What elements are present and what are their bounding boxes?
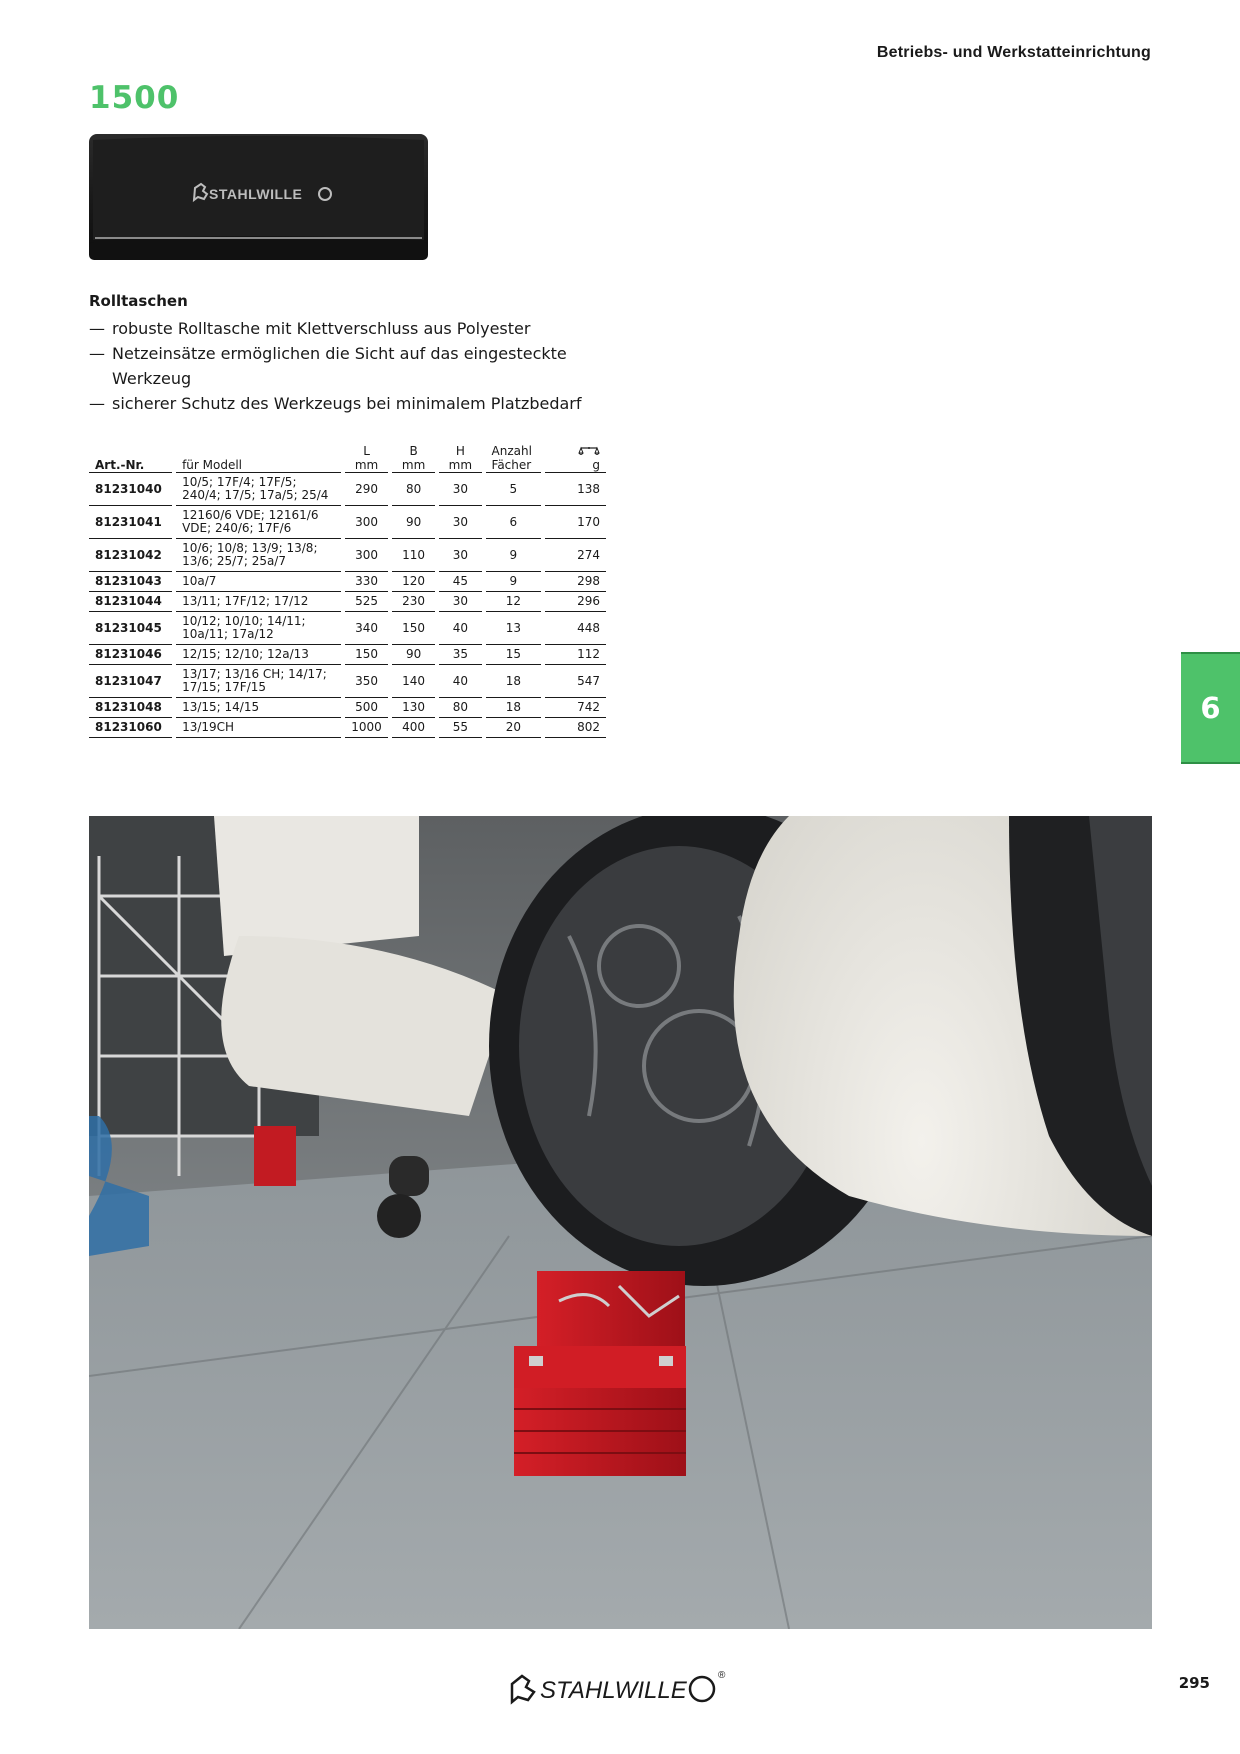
svg-text:STAHLWILLE: STAHLWILLE [209,186,303,202]
cell-height: 30 [439,539,482,572]
cell-length: 150 [345,645,389,665]
feature-item: — sicherer Schutz des Werkzeugs bei minimalem Platzbedarf [89,391,609,416]
cell-art-nr: 81231041 [89,506,172,539]
feature-list [89,316,609,416]
cell-weight: 547 [545,665,606,698]
cell-compartments: 15 [486,645,542,665]
cell-art-nr: 81231043 [89,572,172,592]
cell-height: 30 [439,506,482,539]
table-row [89,539,606,572]
cell-model: 12160/6 VDE; 12161/6 VDE; 240/6; 17F/6 [176,506,341,539]
cell-weight: 274 [545,539,606,572]
cell-height: 30 [439,473,482,506]
cell-model: 10/6; 10/8; 13/9; 13/8; 13/6; 25/7; 25a/7 [176,539,341,572]
stahlwille-footer-logo [508,1668,744,1712]
bullet-dash: — [89,319,105,338]
feature-item: — robuste Rolltasche mit Klettverschluss aus Polyester [89,316,609,341]
chapter-tab[interactable]: 6 [1181,652,1240,764]
header-weight: g [545,436,606,473]
cell-model: 10a/7 [176,572,341,592]
cell-length: 300 [345,539,389,572]
cell-width: 80 [392,473,435,506]
header-length: L mm [345,436,389,473]
cell-height: 30 [439,592,482,612]
cell-width: 400 [392,718,435,738]
cell-model: 13/15; 14/15 [176,698,341,718]
cell-length: 330 [345,572,389,592]
cell-height: 40 [439,665,482,698]
cell-compartments: 12 [486,592,542,612]
feature-item: — Netzeinsätze ermöglichen die Sicht auf das eingesteckte Werkzeug [89,341,609,391]
cell-height: 80 [439,698,482,718]
header-model: für Modell [176,436,341,473]
cell-weight: 112 [545,645,606,665]
cell-width: 230 [392,592,435,612]
cell-length: 1000 [345,718,389,738]
table-row [89,645,606,665]
roll-bag-image [87,132,430,262]
header-compartments: Anzahl Fächer [486,436,542,473]
header-art-nr: Art.-Nr. [89,436,172,473]
table-row [89,698,606,718]
cell-model: 10/5; 17F/4; 17F/5; 240/4; 17/5; 17a/5; 25/4 [176,473,341,506]
cell-art-nr: 81231040 [89,473,172,506]
table-row [89,665,606,698]
cell-art-nr: 81231048 [89,698,172,718]
cell-compartments: 20 [486,718,542,738]
cell-compartments: 18 [486,698,542,718]
page-number: 295 [1178,1674,1210,1692]
cell-length: 290 [345,473,389,506]
cell-height: 55 [439,718,482,738]
cell-height: 35 [439,645,482,665]
cell-width: 90 [392,645,435,665]
cell-weight: 170 [545,506,606,539]
cell-width: 110 [392,539,435,572]
cell-compartments: 6 [486,506,542,539]
bullet-dash: — [89,344,105,363]
cell-height: 45 [439,572,482,592]
cell-compartments: 18 [486,665,542,698]
cell-compartments: 9 [486,539,542,572]
cell-width: 90 [392,506,435,539]
cell-length: 525 [345,592,389,612]
spec-table [89,436,606,738]
cell-weight: 802 [545,718,606,738]
table-row [89,612,606,645]
cell-art-nr: 81231044 [89,592,172,612]
cell-art-nr: 81231047 [89,665,172,698]
table-header-row [89,436,606,473]
cell-art-nr: 81231060 [89,718,172,738]
cell-width: 150 [392,612,435,645]
cell-width: 130 [392,698,435,718]
cell-weight: 138 [545,473,606,506]
header-width: B mm [392,436,435,473]
table-row [89,718,606,738]
cell-width: 120 [392,572,435,592]
cell-compartments: 13 [486,612,542,645]
hangar-photo [89,816,1152,1629]
cell-model: 13/11; 17F/12; 17/12 [176,592,341,612]
toolbox [514,1271,686,1476]
cell-model: 12/15; 12/10; 12a/13 [176,645,341,665]
cell-art-nr: 81231042 [89,539,172,572]
cell-length: 500 [345,698,389,718]
table-row [89,572,606,592]
scale-icon [578,446,600,458]
cell-width: 140 [392,665,435,698]
cell-compartments: 5 [486,473,542,506]
product-heading: Rolltaschen [89,292,188,310]
cell-weight: 448 [545,612,606,645]
table-row [89,592,606,612]
cell-art-nr: 81231046 [89,645,172,665]
cell-weight: 298 [545,572,606,592]
cell-length: 350 [345,665,389,698]
cell-model: 10/12; 10/10; 14/11; 10a/11; 17a/12 [176,612,341,645]
table-row [89,506,606,539]
cell-model: 13/19CH [176,718,341,738]
cell-weight: 742 [545,698,606,718]
cell-length: 340 [345,612,389,645]
cell-compartments: 9 [486,572,542,592]
bullet-dash: — [89,394,105,413]
cell-art-nr: 81231045 [89,612,172,645]
svg-text:STAHLWILLE: STAHLWILLE [540,1677,687,1704]
product-number: 1500 [89,80,180,116]
svg-text:®: ® [718,1670,726,1681]
cell-weight: 296 [545,592,606,612]
cell-length: 300 [345,506,389,539]
section-title: Betriebs- und Werkstatteinrichtung [876,44,1151,61]
cell-model: 13/17; 13/16 CH; 14/17; 17/15; 17F/15 [176,665,341,698]
cell-height: 40 [439,612,482,645]
table-row [89,473,606,506]
header-height: H mm [439,436,482,473]
